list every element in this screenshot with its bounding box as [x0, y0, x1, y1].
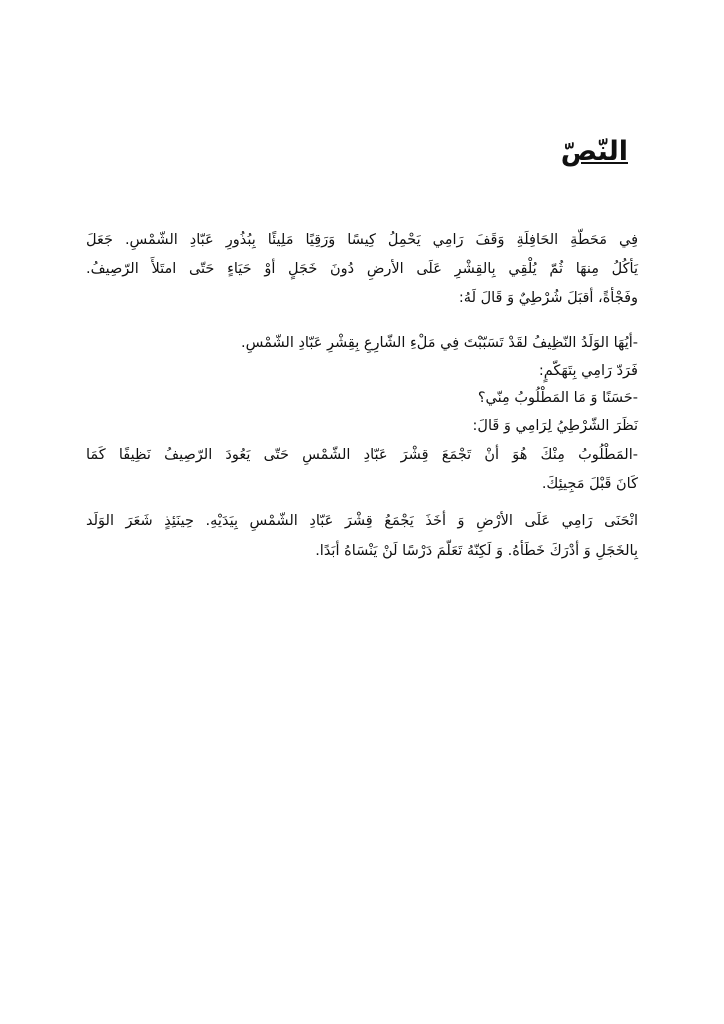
text-line: وفَجْأةً، أقبَلَ شُرْطِيٌ وَ قَالَ لَهُ: [458, 290, 638, 306]
text-line: يَأكُلُ مِنهَا ثُمّ يُلْقِي بِالقِشْرِ عَلَى الأرضِ دُونَ خَجَلٍ أوْ حَيَاءٍ حَتّى امتَلأَ الرّصِيفُ. [86, 261, 638, 277]
text-line: فِي مَحَطّةِ الحَافِلَةِ وَقَفَ رَامِي يَحْمِلُ كِيسًا وَرَقِيًا مَلِيئًا بِبُذُورِ عَبّادِ الشّمْسِ. جَعَلَ [86, 232, 638, 248]
document-title: النّصّ [560, 136, 628, 167]
text-line: بِالخَجَلِ وَ أدْرَكَ خَطَأهُ. وَ لَكِنّهُ تَعَلّمَ دَرْسًا لَنْ يَنْسَاهُ أبَدًا. [315, 543, 638, 559]
text-line: انْحَنَى رَامِي عَلَى الأرْضِ وَ أخَذَ يَجْمَعُ قِشْرَ عَبّادِ الشّمْسِ بِيَدَيْهِ. حِينَئِذٍ شَعَرَ الوَلَد [86, 513, 638, 529]
text-line: فَرَدّ رَامِي بِتَهَكّمٍ: [538, 363, 638, 379]
text-line: -حَسَنًا وَ مَا المَطْلُوبُ مِنّي؟ [477, 390, 638, 406]
text-line: نَظَرَ الشّرْطِيُ لِرَامِي وَ قَالَ: [472, 418, 638, 434]
text-line: -أيُهَا الوَلَدُ النّظِيفُ لقَدْ تَسَبّبْتَ فِي مَلْءِ الشّارِعِ بِقِشْرِ عَبّادِ الشّمْسِ. [241, 335, 638, 351]
text-line: -المَطْلُوبُ مِنْكَ هُوَ أنْ تَجْمَعَ قِشْرَ عَبّادِ الشّمْسِ حَتّى يَعُودَ الرّصِيفُ نَظِيفًا كَمَا [86, 447, 638, 463]
text-line: كَانَ قَبْلَ مَجِيئِكَ. [541, 476, 638, 492]
